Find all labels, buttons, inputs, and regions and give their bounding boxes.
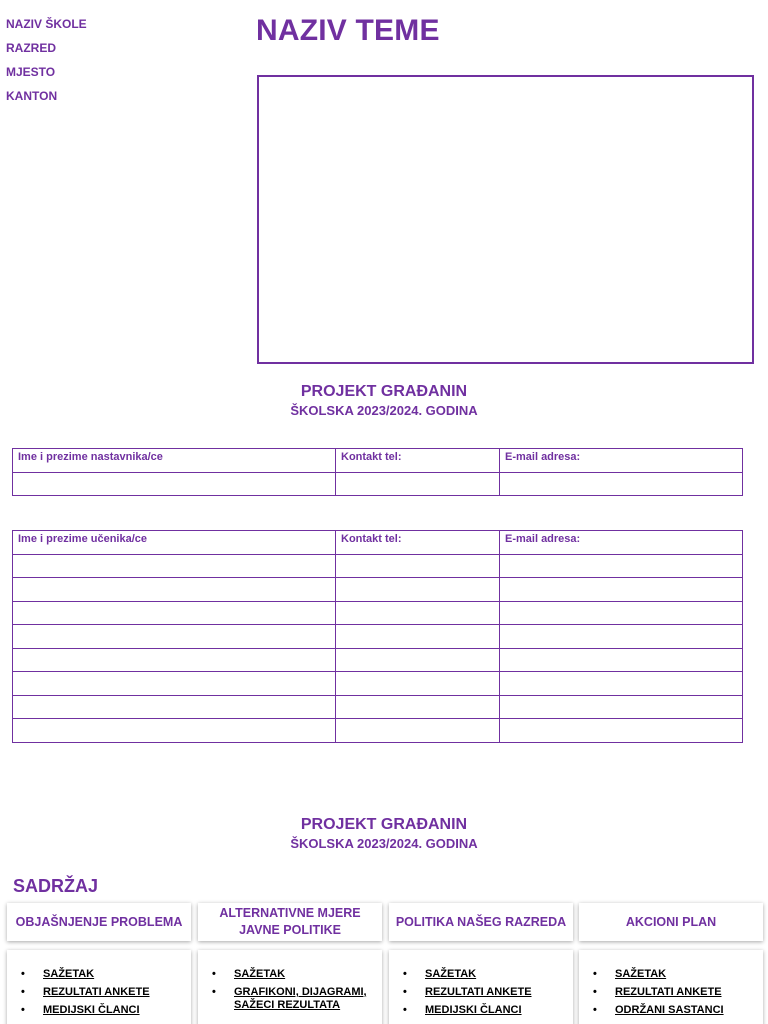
student-name-cell[interactable]: [13, 625, 336, 649]
contents-list: [593, 968, 763, 1017]
contents-link[interactable]: • MEDIJSKI ČLANCI: [21, 1004, 191, 1017]
teacher-phone-cell[interactable]: [336, 472, 500, 496]
table-header-row: [13, 531, 743, 555]
student-row: [13, 601, 743, 625]
contents-link[interactable]: • SAŽETAK: [21, 968, 191, 981]
student-phone-cell[interactable]: [336, 695, 500, 719]
contents-column-body: [389, 950, 573, 1024]
student-table: [12, 530, 743, 743]
contents-column-header: OBJAŠNJENJE PROBLEMA: [7, 903, 191, 941]
student-email-cell[interactable]: [500, 719, 743, 743]
contents-column-body: [198, 950, 382, 1024]
student-email-cell[interactable]: [500, 578, 743, 602]
teacher-name-header: Ime i prezime nastavnika/ce: [13, 449, 336, 473]
contents-link[interactable]: • REZULTATI ANKETE: [593, 986, 763, 999]
student-phone-cell[interactable]: [336, 625, 500, 649]
project-header: [0, 382, 768, 420]
student-name-cell[interactable]: [13, 578, 336, 602]
school-name-label: NAZIV ŠKOLE: [6, 17, 87, 31]
contents-link[interactable]: • MEDIJSKI ČLANCI: [403, 1004, 573, 1017]
teacher-table: [12, 448, 743, 496]
teacher-phone-header: Kontakt tel:: [336, 449, 500, 473]
contents-link[interactable]: • ODRŽANI SASTANCI: [593, 1004, 763, 1017]
teacher-name-cell[interactable]: [13, 472, 336, 496]
student-row: [13, 554, 743, 578]
contents-column-header: ALTERNATIVNE MJERE JAVNE POLITIKE: [198, 903, 382, 941]
student-email-cell[interactable]: [500, 601, 743, 625]
contents-column-body: [7, 950, 191, 1024]
student-row: [13, 648, 743, 672]
student-phone-cell[interactable]: [336, 554, 500, 578]
contents-list: [21, 968, 191, 1017]
teacher-row: [13, 472, 743, 496]
student-row: [13, 625, 743, 649]
student-name-cell[interactable]: [13, 695, 336, 719]
student-name-cell[interactable]: [13, 648, 336, 672]
contents-list: [212, 968, 382, 1012]
teacher-email-cell[interactable]: [500, 472, 743, 496]
project-title-2: PROJEKT GRAĐANIN: [300, 816, 468, 833]
student-phone-cell[interactable]: [336, 578, 500, 602]
student-name-cell[interactable]: [13, 672, 336, 696]
theme-title: NAZIV TEME: [256, 14, 440, 47]
school-info: [6, 12, 87, 108]
student-row: [13, 719, 743, 743]
contents-link[interactable]: • GRAFIKONI, DIJAGRAMI, SAŽECI REZULTATA: [212, 986, 382, 1012]
contents-link[interactable]: • SAŽETAK: [403, 968, 573, 981]
table-header-row: [13, 449, 743, 473]
student-phone-cell[interactable]: [336, 672, 500, 696]
contents-link[interactable]: • SAŽETAK: [212, 968, 382, 981]
image-placeholder-frame[interactable]: [257, 75, 754, 364]
student-email-cell[interactable]: [500, 625, 743, 649]
student-email-header: E-mail adresa:: [500, 531, 743, 555]
student-name-header: Ime i prezime učenika/ce: [13, 531, 336, 555]
contents-column-header: POLITIKA NAŠEG RAZREDA: [389, 903, 573, 941]
place-label: MJESTO: [6, 65, 56, 79]
student-email-cell[interactable]: [500, 695, 743, 719]
student-name-cell[interactable]: [13, 719, 336, 743]
contents-link[interactable]: • SAŽETAK: [593, 968, 763, 981]
contents-list: [403, 968, 573, 1017]
contents-heading: SADRŽAJ: [13, 876, 99, 896]
student-name-cell[interactable]: [13, 601, 336, 625]
project-header-2: [0, 815, 768, 853]
student-email-cell[interactable]: [500, 672, 743, 696]
student-phone-cell[interactable]: [336, 719, 500, 743]
student-email-cell[interactable]: [500, 648, 743, 672]
student-phone-header: Kontakt tel:: [336, 531, 500, 555]
school-year-2: ŠKOLSKA 2023/2024. GODINA: [290, 836, 478, 851]
school-year: ŠKOLSKA 2023/2024. GODINA: [290, 403, 478, 418]
project-title: PROJEKT GRAĐANIN: [300, 383, 468, 400]
grade-label: RAZRED: [6, 41, 56, 55]
student-row: [13, 672, 743, 696]
contents-link[interactable]: • REZULTATI ANKETE: [403, 986, 573, 999]
contents-link[interactable]: • REZULTATI ANKETE: [21, 986, 191, 999]
student-phone-cell[interactable]: [336, 648, 500, 672]
student-phone-cell[interactable]: [336, 601, 500, 625]
student-email-cell[interactable]: [500, 554, 743, 578]
canton-label: KANTON: [6, 89, 58, 103]
student-name-cell[interactable]: [13, 554, 336, 578]
student-row: [13, 578, 743, 602]
teacher-email-header: E-mail adresa:: [500, 449, 743, 473]
contents-column-body: [579, 950, 763, 1024]
student-row: [13, 695, 743, 719]
contents-column-header: AKCIONI PLAN: [579, 903, 763, 941]
